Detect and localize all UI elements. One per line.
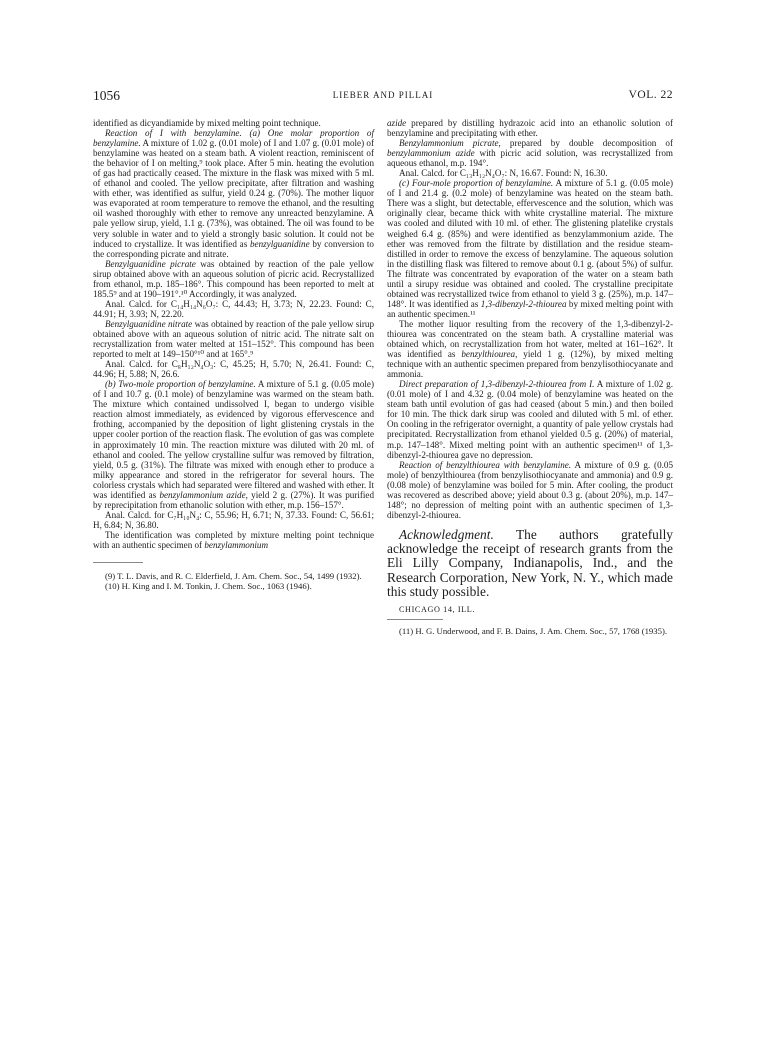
paragraph: The mother liquor resulting from the recovery of the 1,3-dibenzyl-2-thiourea was concentrated on the steam bath. A crystalline material was obtained which, on recrystallization from hot water, melted at 161–162°. It was identified as benzylthiourea, yield 1 g. (12%), by mixed melting technique with an authentic specimen prepared from benzylisothiocyanate and ammonia.: [387, 318, 674, 380]
footnotes: [93, 571, 374, 591]
paragraph: Benzylguanidine picrate was obtained by reaction of the pale yellow sirup obtained above with an aqueous solution of picric acid. Recrystallized from ethanol, m.p. 185–186°. This compound has been reported to melt at 185.5⁹ and at 190–191°.¹⁰ Accordingly, it was analyzed.: [93, 258, 374, 299]
paragraph: Reaction of I with benzylamine. (a) One molar proportion of benzylamine. A mixture of 1.02 g. (0.01 mole) of I and 1.07 g. (0.01 mole) of benzylamine was heated on a steam bath. A violent reaction, reminiscent of the behavior of I on melting,⁹ took place. After 5 min. heating the evolution of gas had practically ceased. The mixture in the flask was mixed with 5 ml. of ethanol and cooled. The yellow precipitate, after filtration and washing with ether, was identified as sulfur, yield 0.24 g. (70%). The mother liquor was evaporated at room temperature to remove the ethanol, and the resulting oil washed thoroughly with ether to remove any unreacted benzylamine. A pale yellow sirup, yield, 1.1 g. (73%), was obtained. The oil was found to be very soluble in water and to yield a strongly basic solution. It could not be induced to crystallize. It was identified as benzylguanidine by conversion to the corresponding picrate and nitrate.: [93, 128, 374, 259]
analysis-line: Anal. Calcd. for C₁₄H₁₄N₆O₇: C, 44.43; H, 3.73; N, 22.23. Found: C, 44.91; H, 3.93; N, 22.20.: [93, 298, 374, 319]
section-heading: Benzylguanidine nitrate: [105, 318, 193, 329]
footnotes: [387, 626, 673, 636]
section-heading: (c) Four-mole proportion of benzylamine.: [399, 178, 554, 189]
paragraph: (b) Two-mole proportion of benzylamine. A mixture of 5.1 g. (0.05 mole) of I and 10.7 g. (0.1 mole) of benzylamine was warmed on the steam bath. The mixture which contained undissolved I, began to undergo visible reaction almost immediately, as evidenced by vigorous effervescence and frothing, accompanied by the deposition of light glistening crystals in the upper cooler portion of the reaction flask. The evolution of gas was complete in approximately 10 min. The reaction mixture was diluted with 20 ml. of ethanol and cooled. The yellow crystalline sulfur was removed by filtration, yield, 0.5 g. (31%). The filtrate was mixed with enough ether to produce a milky appearance and stored in the refrigerator for several hours. The colorless crystals which had separated were filtered and washed with ether. It was identified as benzylammonium azide, yield 2 g. (27%). It was purified by reprecipitation from ethanolic solution with ether, m.p. 156–157°.: [93, 379, 374, 510]
paragraph: Direct preparation of 1,3-dibenzyl-2-thiourea from I. A mixture of 1.02 g. (0.01 mole) of I and 4.32 g. (0.04 mole) of benzylamine was heated on the steam bath until evolution of gas had ceased (about 5 min.) and then boiled for 10 min. The thick dark sirup was cooled and diluted with 5 ml. of ether. On cooling in the refrigerator overnight, a quantity of pale yellow crystals had precipitated. Recrystallization from ethanol yielded 0.5 g. (20%) of material, m.p. 147–148°. Mixed melting point with an authentic specimen¹¹ of 1,3-dibenzyl-2-thiourea gave no depression.: [387, 379, 673, 460]
left-column: [93, 118, 374, 591]
page-header: [93, 88, 673, 106]
page-number: 1056: [93, 88, 120, 103]
right-column: [387, 118, 673, 636]
paragraph: Benzylammonium picrate, prepared by double decomposition of benzylammonium azide with picric acid solution, was recrystallized from aqueous ethanol, m.p. 194°.: [387, 138, 674, 169]
paragraph: identified as dicyandiamide by mixed melting point technique.: [93, 118, 321, 128]
paragraph: (c) Four-mole proportion of benzylamine. A mixture of 5.1 g. (0.05 mole) of I and 21.4 g. (0.2 mole) of benzylamine was heated on the steam bath. There was a slight, but detectable, effervescence and the solution, which was originally clear, became thick with white crystalline material. The mixture was cooled and diluted with 10 ml. of ether. The glistening platelike crystals weighed 6.4 g. (85%) and were identified as benzylammonium azide. The ether was removed from the filtrate by distillation and the residue steam-distilled in order to remove the excess of benzylamine. The aqueous solution in the distilling flask was filtered to remove about 0.1 g. (about 5%) of sulfur. The filtrate was concentrated by evaporation of the water on a steam bath until a sirupy residue was obtained and cooled. The crystalline precipitate obtained was recrystallized twice from ethanol to yield 3 g. (25%), m.p. 147–148°. It was identified as 1,3-dibenzyl-2-thiourea by mixed melting point with an authentic specimen.¹¹: [387, 178, 673, 319]
analysis-line: Anal. Calcd. for C₁₃H₁₂N₄O₇: N, 16.67. Found: N, 16.30.: [399, 168, 608, 179]
section-heading: Direct preparation of 1,3-dibenzyl-2-thiourea from I.: [399, 379, 595, 390]
section-heading: (b) Two-mole proportion of benzylamine.: [105, 379, 256, 390]
acknowledgment: Acknowledgment. The authors gratefully acknowledge the receipt of research grants from the Eli Lilly Company, Indianapolis, Ind., and the Research Corporation, New York, N. Y., which made this study possible.: [387, 526, 673, 600]
footnote-divider: [387, 619, 443, 620]
running-title: LIEBER AND PILLAI: [332, 90, 434, 100]
footnote-divider: [93, 562, 143, 563]
paragraph: azide prepared by distilling hydrazoic acid into an ethanolic solution of benzylamine and precipitating with ether.: [387, 118, 673, 139]
volume-label: VOL. 22: [628, 89, 673, 101]
section-heading: Reaction of I with benzylamine. (a) One molar proportion of benzylamine.: [93, 128, 374, 149]
footnote-10: (10) H. King and I. M. Tonkin, J. Chem. Soc., 1063 (1946).: [105, 581, 312, 592]
footnote-9: (9) T. L. Davis, and R. C. Elderfield, J. Am. Chem. Soc., 54, 1499 (1932).: [105, 571, 362, 582]
acknowledgment-heading: Acknowledgment.: [399, 526, 494, 542]
affiliation-city: CHICAGO 14, ILL.: [399, 605, 476, 615]
footnote-11: (11) H. G. Underwood, and F. B. Dains, J. Am. Chem. Soc., 57, 1768 (1935).: [399, 626, 668, 637]
analysis-line: Anal. Calcd. for C₇H₁₀N₄: C, 55.96; H, 6.71; N, 37.33. Found: C, 56.61; H, 6.84; N, 36.80.: [93, 509, 374, 530]
section-heading: Reaction of benzylthiourea with benzylamine.: [399, 459, 572, 470]
section-heading: Benzylguanidine picrate: [105, 258, 196, 269]
paragraph: The identification was completed by mixture melting point technique with an authentic specimen of benzylammonium: [93, 529, 374, 550]
analysis-line: Anal. Calcd. for C₈H₁₂N₄O₃: C, 45.25; H, 5.70; N, 26.41. Found: C, 44.96; H, 5.88; N, 26.6.: [93, 359, 374, 380]
paragraph: Benzylguanidine nitrate was obtained by reaction of the pale yellow sirup obtained above with an aqueous solution of nitric acid. The nitrate salt on recrystallization from water melted at 151–152°. This compound has been reported to melt at 149–150°¹⁰ and at 165°.⁹: [93, 318, 374, 360]
section-heading: Benzylammonium picrate: [399, 138, 499, 149]
paragraph: Reaction of benzylthiourea with benzylamine. A mixture of 0.9 g. (0.05 mole) of benzylthiourea (from benzylisothiocyanate and ammonia) and 0.9 g. (0.08 mole) of benzylamine was boiled for 5 min. After cooling, the product was recovered as described above; yield about 0.3 g. (about 20%), m.p. 147–148°; no depression of melting point with an authentic specimen of 1,3-dibenzyl-2-thiourea.: [387, 459, 673, 520]
